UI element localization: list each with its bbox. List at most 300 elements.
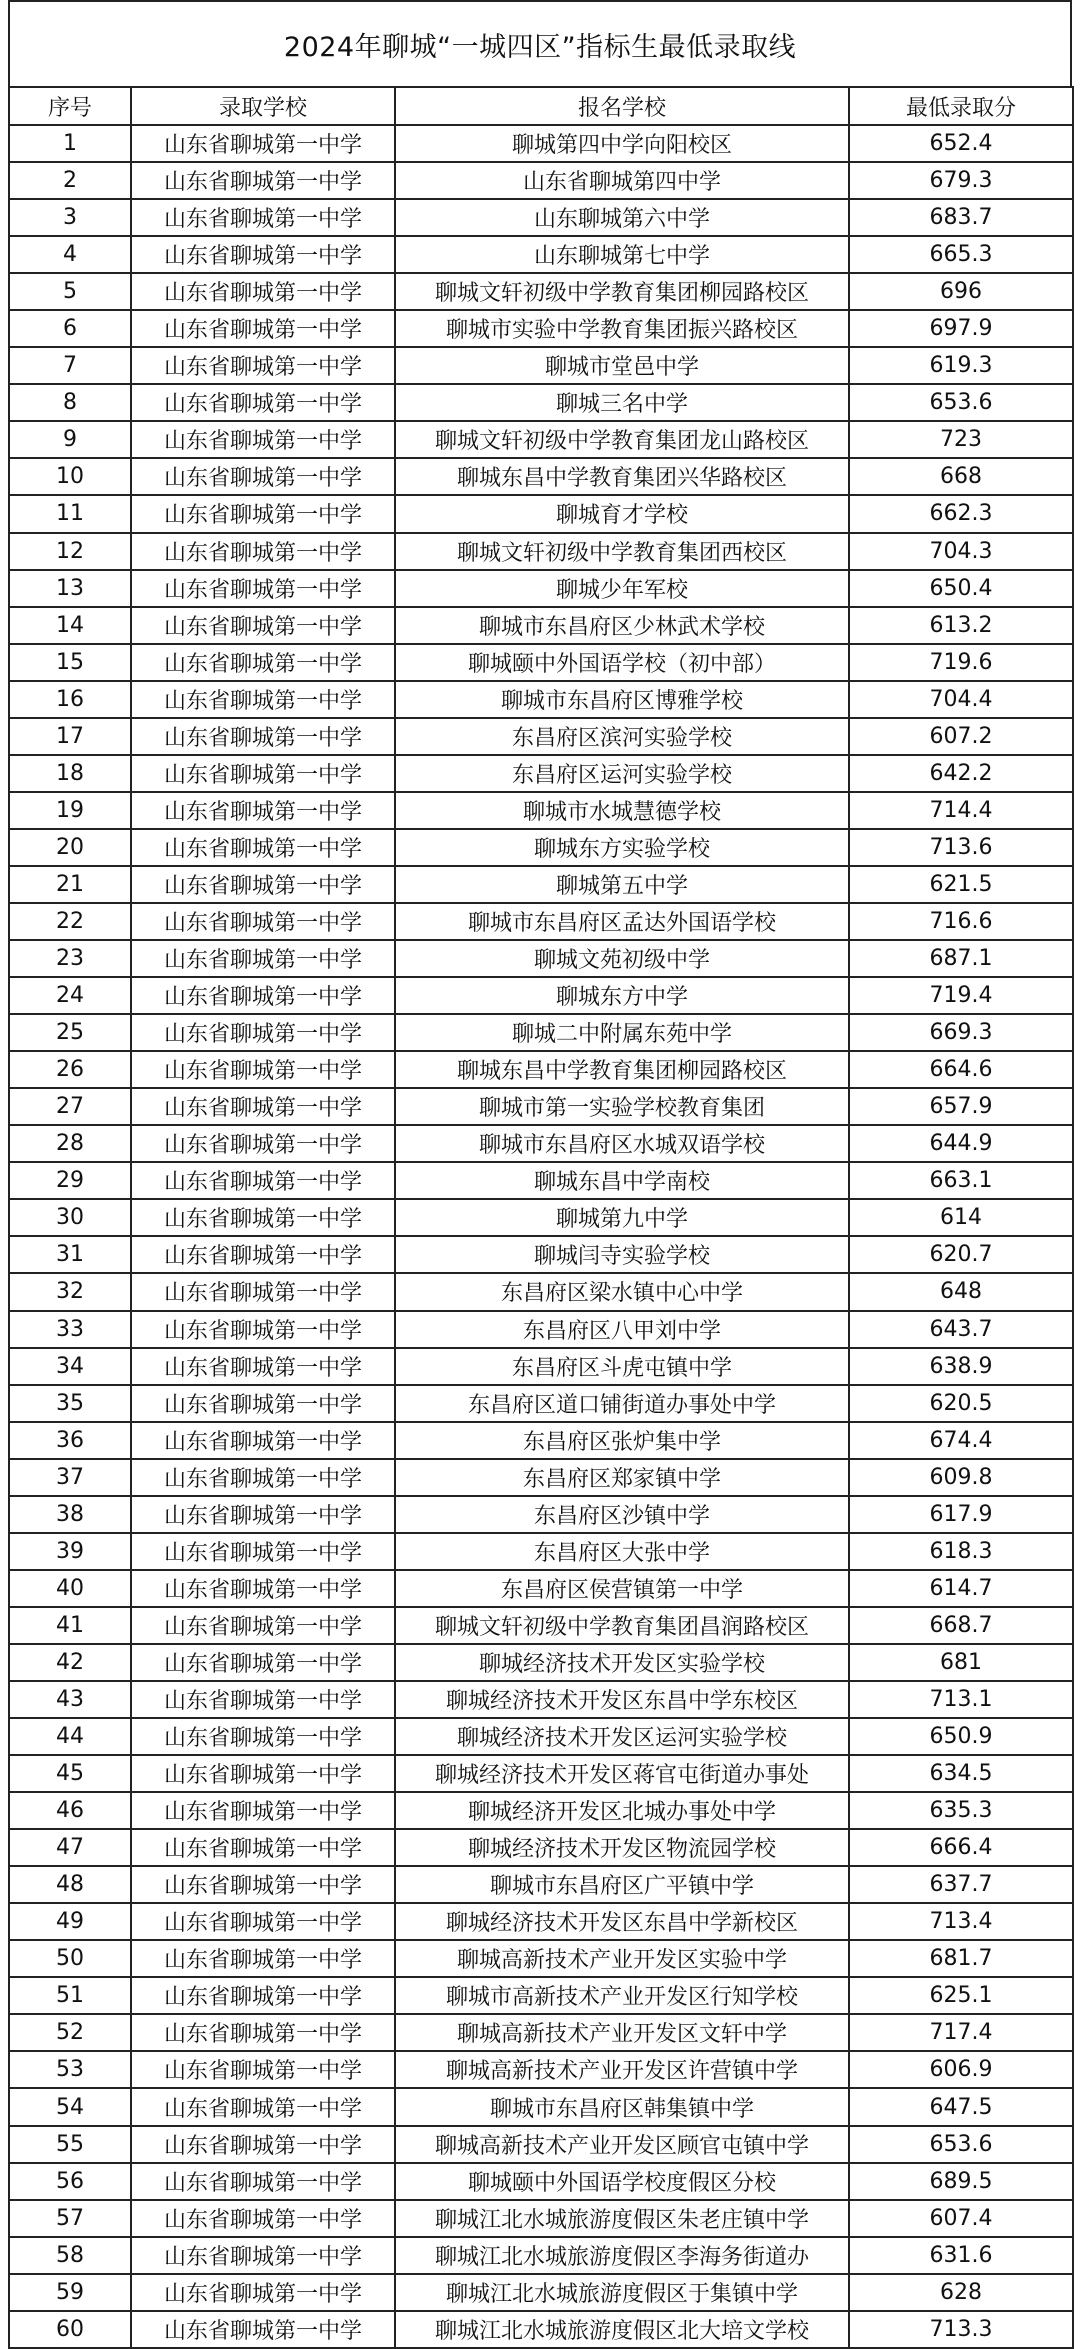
cell-admit-school: 山东省聊城第一中学 xyxy=(131,681,395,718)
cell-no: 19 xyxy=(9,792,131,829)
table-row xyxy=(9,1607,1073,1644)
cell-register-school: 聊城第五中学 xyxy=(395,866,849,903)
cell-register-school: 聊城经济技术开发区实验学校 xyxy=(395,1644,849,1681)
table-row xyxy=(9,1829,1073,1866)
table-row xyxy=(9,495,1073,532)
table-row xyxy=(9,1385,1073,1422)
cell-no: 29 xyxy=(9,1162,131,1199)
cell-admit-school: 山东省聊城第一中学 xyxy=(131,273,395,310)
cell-min-score: 717.4 xyxy=(849,2014,1073,2051)
cell-admit-school: 山东省聊城第一中学 xyxy=(131,570,395,607)
cell-min-score: 668.7 xyxy=(849,1607,1073,1644)
cell-min-score: 713.4 xyxy=(849,1903,1073,1940)
cell-min-score: 620.7 xyxy=(849,1236,1073,1273)
cell-register-school: 东昌府区郑家镇中学 xyxy=(395,1459,849,1496)
cell-admit-school: 山东省聊城第一中学 xyxy=(131,1496,395,1533)
table-row xyxy=(9,2051,1073,2088)
cell-register-school: 聊城市水城慧德学校 xyxy=(395,792,849,829)
cell-admit-school: 山东省聊城第一中学 xyxy=(131,2014,395,2051)
table-row xyxy=(9,1348,1073,1385)
cell-min-score: 704.4 xyxy=(849,681,1073,718)
cell-admit-school: 山东省聊城第一中学 xyxy=(131,310,395,347)
cell-no: 60 xyxy=(9,2311,131,2348)
cell-admit-school: 山东省聊城第一中学 xyxy=(131,1755,395,1792)
cell-no: 21 xyxy=(9,866,131,903)
cell-no: 1 xyxy=(9,125,131,162)
cell-admit-school: 山东省聊城第一中学 xyxy=(131,1792,395,1829)
cell-min-score: 687.1 xyxy=(849,940,1073,977)
cell-admit-school: 山东省聊城第一中学 xyxy=(131,2237,395,2274)
cell-no: 33 xyxy=(9,1311,131,1348)
cell-no: 22 xyxy=(9,903,131,940)
cell-no: 3 xyxy=(9,199,131,236)
cell-register-school: 聊城江北水城旅游度假区李海务街道办 xyxy=(395,2237,849,2274)
cell-register-school: 聊城高新技术产业开发区文轩中学 xyxy=(395,2014,849,2051)
cell-min-score: 647.5 xyxy=(849,2088,1073,2125)
cell-register-school: 聊城经济技术开发区运河实验学校 xyxy=(395,1718,849,1755)
cell-min-score: 668 xyxy=(849,458,1073,495)
cell-no: 11 xyxy=(9,495,131,532)
cell-min-score: 634.5 xyxy=(849,1755,1073,1792)
cell-min-score: 679.3 xyxy=(849,162,1073,199)
table-row xyxy=(9,1422,1073,1459)
header-row xyxy=(9,87,1073,125)
cell-min-score: 681.7 xyxy=(849,1940,1073,1977)
cell-no: 8 xyxy=(9,384,131,421)
table-body xyxy=(9,125,1073,2348)
header-no: 序号 xyxy=(9,87,131,125)
table-row xyxy=(9,384,1073,421)
cell-register-school: 聊城文轩初级中学教育集团龙山路校区 xyxy=(395,421,849,458)
cell-no: 58 xyxy=(9,2237,131,2274)
cell-no: 55 xyxy=(9,2126,131,2163)
cell-min-score: 662.3 xyxy=(849,495,1073,532)
cell-no: 50 xyxy=(9,1940,131,1977)
cell-register-school: 聊城江北水城旅游度假区北大培文学校 xyxy=(395,2311,849,2348)
cell-register-school: 聊城东昌中学南校 xyxy=(395,1162,849,1199)
cell-register-school: 聊城经济技术开发区物流园学校 xyxy=(395,1829,849,1866)
table-row xyxy=(9,347,1073,384)
cell-no: 53 xyxy=(9,2051,131,2088)
cell-admit-school: 山东省聊城第一中学 xyxy=(131,1311,395,1348)
table-row xyxy=(9,310,1073,347)
cell-no: 48 xyxy=(9,1866,131,1903)
cell-admit-school: 山东省聊城第一中学 xyxy=(131,977,395,1014)
cell-no: 49 xyxy=(9,1903,131,1940)
cell-register-school: 聊城高新技术产业开发区许营镇中学 xyxy=(395,2051,849,2088)
cell-register-school: 聊城市东昌府区韩集镇中学 xyxy=(395,2088,849,2125)
cell-admit-school: 山东省聊城第一中学 xyxy=(131,792,395,829)
cell-no: 15 xyxy=(9,644,131,681)
cell-no: 20 xyxy=(9,829,131,866)
cell-min-score: 719.4 xyxy=(849,977,1073,1014)
table-row xyxy=(9,1681,1073,1718)
cell-register-school: 聊城经济开发区北城办事处中学 xyxy=(395,1792,849,1829)
cell-admit-school: 山东省聊城第一中学 xyxy=(131,1570,395,1607)
cell-min-score: 609.8 xyxy=(849,1459,1073,1496)
table-row xyxy=(9,1940,1073,1977)
cell-min-score: 620.5 xyxy=(849,1385,1073,1422)
cell-no: 27 xyxy=(9,1088,131,1125)
cell-no: 25 xyxy=(9,1014,131,1051)
cell-no: 42 xyxy=(9,1644,131,1681)
table-row xyxy=(9,977,1073,1014)
cell-no: 13 xyxy=(9,570,131,607)
table-row xyxy=(9,755,1073,792)
table-row xyxy=(9,903,1073,940)
cell-admit-school: 山东省聊城第一中学 xyxy=(131,1903,395,1940)
cell-admit-school: 山东省聊城第一中学 xyxy=(131,1273,395,1310)
table-row xyxy=(9,162,1073,199)
cell-min-score: 621.5 xyxy=(849,866,1073,903)
cell-min-score: 643.7 xyxy=(849,1311,1073,1348)
cell-min-score: 697.9 xyxy=(849,310,1073,347)
table-row xyxy=(9,1755,1073,1792)
cell-admit-school: 山东省聊城第一中学 xyxy=(131,1236,395,1273)
cell-register-school: 聊城市东昌府区博雅学校 xyxy=(395,681,849,718)
cell-register-school: 聊城文轩初级中学教育集团昌润路校区 xyxy=(395,1607,849,1644)
cell-register-school: 东昌府区沙镇中学 xyxy=(395,1496,849,1533)
cell-register-school: 东昌府区侯营镇第一中学 xyxy=(395,1570,849,1607)
cell-min-score: 617.9 xyxy=(849,1496,1073,1533)
table-row xyxy=(9,681,1073,718)
table-row xyxy=(9,533,1073,570)
cell-no: 39 xyxy=(9,1533,131,1570)
cell-no: 24 xyxy=(9,977,131,1014)
table-row xyxy=(9,570,1073,607)
cell-no: 38 xyxy=(9,1496,131,1533)
cell-register-school: 聊城文轩初级中学教育集团西校区 xyxy=(395,533,849,570)
cell-no: 54 xyxy=(9,2088,131,2125)
cell-admit-school: 山东省聊城第一中学 xyxy=(131,2126,395,2163)
cell-no: 40 xyxy=(9,1570,131,1607)
cell-admit-school: 山东省聊城第一中学 xyxy=(131,495,395,532)
cell-min-score: 635.3 xyxy=(849,1792,1073,1829)
cell-min-score: 716.6 xyxy=(849,903,1073,940)
cell-no: 59 xyxy=(9,2274,131,2311)
cell-min-score: 704.3 xyxy=(849,533,1073,570)
cell-min-score: 614 xyxy=(849,1199,1073,1236)
cell-register-school: 聊城东昌中学教育集团兴华路校区 xyxy=(395,458,849,495)
cell-admit-school: 山东省聊城第一中学 xyxy=(131,1977,395,2014)
cell-register-school: 东昌府区大张中学 xyxy=(395,1533,849,1570)
cell-register-school: 聊城高新技术产业开发区实验中学 xyxy=(395,1940,849,1977)
cell-no: 35 xyxy=(9,1385,131,1422)
cell-min-score: 606.9 xyxy=(849,2051,1073,2088)
cell-admit-school: 山东省聊城第一中学 xyxy=(131,2163,395,2200)
cell-no: 36 xyxy=(9,1422,131,1459)
cell-register-school: 聊城颐中外国语学校度假区分校 xyxy=(395,2163,849,2200)
cell-min-score: 631.6 xyxy=(849,2237,1073,2274)
cell-no: 16 xyxy=(9,681,131,718)
cell-min-score: 653.6 xyxy=(849,384,1073,421)
score-table xyxy=(8,86,1074,2349)
cell-admit-school: 山东省聊城第一中学 xyxy=(131,829,395,866)
cell-no: 56 xyxy=(9,2163,131,2200)
table-row xyxy=(9,1236,1073,1273)
cell-register-school: 东昌府区张炉集中学 xyxy=(395,1422,849,1459)
table-row xyxy=(9,1533,1073,1570)
cell-register-school: 东昌府区梁水镇中心中学 xyxy=(395,1273,849,1310)
cell-register-school: 聊城第四中学向阳校区 xyxy=(395,125,849,162)
cell-register-school: 东昌府区斗虎屯镇中学 xyxy=(395,1348,849,1385)
cell-admit-school: 山东省聊城第一中学 xyxy=(131,421,395,458)
cell-admit-school: 山东省聊城第一中学 xyxy=(131,1088,395,1125)
cell-no: 52 xyxy=(9,2014,131,2051)
cell-no: 32 xyxy=(9,1273,131,1310)
cell-admit-school: 山东省聊城第一中学 xyxy=(131,903,395,940)
cell-register-school: 聊城少年军校 xyxy=(395,570,849,607)
cell-min-score: 607.4 xyxy=(849,2200,1073,2237)
table-row xyxy=(9,1644,1073,1681)
cell-min-score: 652.4 xyxy=(849,125,1073,162)
cell-register-school: 聊城市东昌府区水城双语学校 xyxy=(395,1125,849,1162)
table-row xyxy=(9,1977,1073,2014)
table-row xyxy=(9,1199,1073,1236)
cell-no: 7 xyxy=(9,347,131,384)
table-row xyxy=(9,1496,1073,1533)
cell-admit-school: 山东省聊城第一中学 xyxy=(131,236,395,273)
cell-register-school: 聊城文轩初级中学教育集团柳园路校区 xyxy=(395,273,849,310)
cell-min-score: 607.2 xyxy=(849,718,1073,755)
cell-min-score: 648 xyxy=(849,1273,1073,1310)
table-row xyxy=(9,421,1073,458)
table-row xyxy=(9,792,1073,829)
table-row xyxy=(9,1088,1073,1125)
cell-admit-school: 山东省聊城第一中学 xyxy=(131,2051,395,2088)
cell-admit-school: 山东省聊城第一中学 xyxy=(131,755,395,792)
cell-min-score: 713.3 xyxy=(849,2311,1073,2348)
cell-no: 44 xyxy=(9,1718,131,1755)
cell-register-school: 东昌府区运河实验学校 xyxy=(395,755,849,792)
table-row xyxy=(9,940,1073,977)
cell-register-school: 聊城市第一实验学校教育集团 xyxy=(395,1088,849,1125)
cell-no: 51 xyxy=(9,1977,131,2014)
cell-no: 28 xyxy=(9,1125,131,1162)
cell-admit-school: 山东省聊城第一中学 xyxy=(131,1125,395,1162)
cell-no: 2 xyxy=(9,162,131,199)
cell-register-school: 聊城江北水城旅游度假区朱老庄镇中学 xyxy=(395,2200,849,2237)
cell-register-school: 聊城三名中学 xyxy=(395,384,849,421)
cell-no: 31 xyxy=(9,1236,131,1273)
cell-admit-school: 山东省聊城第一中学 xyxy=(131,866,395,903)
table-row xyxy=(9,1051,1073,1088)
cell-no: 5 xyxy=(9,273,131,310)
cell-register-school: 聊城市东昌府区广平镇中学 xyxy=(395,1866,849,1903)
cell-register-school: 聊城市东昌府区孟达外国语学校 xyxy=(395,903,849,940)
table-row xyxy=(9,273,1073,310)
header-admit-school: 录取学校 xyxy=(131,87,395,125)
cell-min-score: 628 xyxy=(849,2274,1073,2311)
cell-register-school: 聊城市东昌府区少林武术学校 xyxy=(395,607,849,644)
table-row xyxy=(9,2237,1073,2274)
cell-admit-school: 山东省聊城第一中学 xyxy=(131,1459,395,1496)
table-row xyxy=(9,458,1073,495)
score-sheet xyxy=(8,0,1072,2349)
cell-admit-school: 山东省聊城第一中学 xyxy=(131,1199,395,1236)
cell-register-school: 聊城东方中学 xyxy=(395,977,849,1014)
cell-admit-school: 山东省聊城第一中学 xyxy=(131,162,395,199)
table-row xyxy=(9,1125,1073,1162)
cell-register-school: 东昌府区八甲刘中学 xyxy=(395,1311,849,1348)
cell-min-score: 689.5 xyxy=(849,2163,1073,2200)
sheet-title: 2024年聊城“一城四区”指标生最低录取线 xyxy=(8,0,1072,86)
table-row xyxy=(9,1311,1073,1348)
table-row xyxy=(9,607,1073,644)
cell-admit-school: 山东省聊城第一中学 xyxy=(131,1348,395,1385)
cell-min-score: 657.9 xyxy=(849,1088,1073,1125)
cell-admit-school: 山东省聊城第一中学 xyxy=(131,347,395,384)
table-row xyxy=(9,1866,1073,1903)
cell-min-score: 638.9 xyxy=(849,1348,1073,1385)
cell-admit-school: 山东省聊城第一中学 xyxy=(131,1718,395,1755)
cell-admit-school: 山东省聊城第一中学 xyxy=(131,2311,395,2348)
cell-min-score: 650.9 xyxy=(849,1718,1073,1755)
table-row xyxy=(9,2163,1073,2200)
cell-min-score: 618.3 xyxy=(849,1533,1073,1570)
cell-register-school: 聊城文苑初级中学 xyxy=(395,940,849,977)
cell-min-score: 650.4 xyxy=(849,570,1073,607)
cell-register-school: 山东省聊城第四中学 xyxy=(395,162,849,199)
cell-min-score: 619.3 xyxy=(849,347,1073,384)
cell-min-score: 613.2 xyxy=(849,607,1073,644)
cell-register-school: 东昌府区滨河实验学校 xyxy=(395,718,849,755)
cell-admit-school: 山东省聊城第一中学 xyxy=(131,458,395,495)
cell-register-school: 聊城市高新技术产业开发区行知学校 xyxy=(395,1977,849,2014)
cell-register-school: 聊城东方实验学校 xyxy=(395,829,849,866)
cell-admit-school: 山东省聊城第一中学 xyxy=(131,718,395,755)
cell-admit-school: 山东省聊城第一中学 xyxy=(131,1385,395,1422)
cell-min-score: 723 xyxy=(849,421,1073,458)
cell-no: 14 xyxy=(9,607,131,644)
cell-min-score: 665.3 xyxy=(849,236,1073,273)
cell-min-score: 653.6 xyxy=(849,2126,1073,2163)
cell-admit-school: 山东省聊城第一中学 xyxy=(131,1607,395,1644)
cell-no: 18 xyxy=(9,755,131,792)
cell-admit-school: 山东省聊城第一中学 xyxy=(131,1422,395,1459)
cell-no: 34 xyxy=(9,1348,131,1385)
cell-min-score: 664.6 xyxy=(849,1051,1073,1088)
table-row xyxy=(9,2311,1073,2348)
cell-no: 10 xyxy=(9,458,131,495)
cell-no: 12 xyxy=(9,533,131,570)
cell-min-score: 625.1 xyxy=(849,1977,1073,2014)
cell-min-score: 674.4 xyxy=(849,1422,1073,1459)
table-row xyxy=(9,1014,1073,1051)
header-min-score: 最低录取分 xyxy=(849,87,1073,125)
cell-admit-school: 山东省聊城第一中学 xyxy=(131,940,395,977)
table-row xyxy=(9,866,1073,903)
cell-admit-school: 山东省聊城第一中学 xyxy=(131,1681,395,1718)
table-row xyxy=(9,199,1073,236)
cell-admit-school: 山东省聊城第一中学 xyxy=(131,607,395,644)
table-row xyxy=(9,2088,1073,2125)
cell-admit-school: 山东省聊城第一中学 xyxy=(131,125,395,162)
cell-no: 26 xyxy=(9,1051,131,1088)
cell-register-school: 聊城高新技术产业开发区顾官屯镇中学 xyxy=(395,2126,849,2163)
cell-admit-school: 山东省聊城第一中学 xyxy=(131,1866,395,1903)
table-row xyxy=(9,2014,1073,2051)
cell-register-school: 聊城市实验中学教育集团振兴路校区 xyxy=(395,310,849,347)
table-row xyxy=(9,718,1073,755)
cell-min-score: 644.9 xyxy=(849,1125,1073,1162)
cell-admit-school: 山东省聊城第一中学 xyxy=(131,2088,395,2125)
cell-no: 43 xyxy=(9,1681,131,1718)
cell-register-school: 聊城颐中外国语学校（初中部） xyxy=(395,644,849,681)
cell-register-school: 聊城东昌中学教育集团柳园路校区 xyxy=(395,1051,849,1088)
cell-register-school: 聊城闫寺实验学校 xyxy=(395,1236,849,1273)
cell-admit-school: 山东省聊城第一中学 xyxy=(131,644,395,681)
cell-min-score: 683.7 xyxy=(849,199,1073,236)
table-row xyxy=(9,1570,1073,1607)
cell-admit-school: 山东省聊城第一中学 xyxy=(131,1162,395,1199)
table-row xyxy=(9,2126,1073,2163)
cell-admit-school: 山东省聊城第一中学 xyxy=(131,1051,395,1088)
cell-min-score: 713.6 xyxy=(849,829,1073,866)
table-row xyxy=(9,1459,1073,1496)
cell-no: 30 xyxy=(9,1199,131,1236)
cell-no: 17 xyxy=(9,718,131,755)
cell-register-school: 山东聊城第六中学 xyxy=(395,199,849,236)
table-row xyxy=(9,1792,1073,1829)
table-row xyxy=(9,236,1073,273)
cell-no: 23 xyxy=(9,940,131,977)
cell-register-school: 聊城育才学校 xyxy=(395,495,849,532)
cell-register-school: 聊城第九中学 xyxy=(395,1199,849,1236)
cell-admit-school: 山东省聊城第一中学 xyxy=(131,2200,395,2237)
table-row xyxy=(9,125,1073,162)
table-row xyxy=(9,644,1073,681)
cell-min-score: 663.1 xyxy=(849,1162,1073,1199)
cell-no: 9 xyxy=(9,421,131,458)
cell-register-school: 东昌府区道口铺街道办事处中学 xyxy=(395,1385,849,1422)
cell-no: 46 xyxy=(9,1792,131,1829)
cell-min-score: 696 xyxy=(849,273,1073,310)
table-row xyxy=(9,1903,1073,1940)
cell-min-score: 714.4 xyxy=(849,792,1073,829)
cell-no: 4 xyxy=(9,236,131,273)
cell-min-score: 681 xyxy=(849,1644,1073,1681)
cell-min-score: 637.7 xyxy=(849,1866,1073,1903)
table-row xyxy=(9,829,1073,866)
cell-admit-school: 山东省聊城第一中学 xyxy=(131,1940,395,1977)
cell-min-score: 713.1 xyxy=(849,1681,1073,1718)
cell-admit-school: 山东省聊城第一中学 xyxy=(131,1014,395,1051)
cell-no: 41 xyxy=(9,1607,131,1644)
table-row xyxy=(9,1162,1073,1199)
cell-register-school: 聊城二中附属东苑中学 xyxy=(395,1014,849,1051)
cell-register-school: 聊城经济技术开发区蒋官屯街道办事处 xyxy=(395,1755,849,1792)
table-row xyxy=(9,1718,1073,1755)
cell-admit-school: 山东省聊城第一中学 xyxy=(131,1644,395,1681)
cell-admit-school: 山东省聊城第一中学 xyxy=(131,1533,395,1570)
table-row xyxy=(9,2274,1073,2311)
cell-admit-school: 山东省聊城第一中学 xyxy=(131,199,395,236)
cell-no: 45 xyxy=(9,1755,131,1792)
cell-register-school: 山东聊城第七中学 xyxy=(395,236,849,273)
header-register-school: 报名学校 xyxy=(395,87,849,125)
cell-min-score: 614.7 xyxy=(849,1570,1073,1607)
cell-admit-school: 山东省聊城第一中学 xyxy=(131,533,395,570)
cell-min-score: 669.3 xyxy=(849,1014,1073,1051)
cell-no: 37 xyxy=(9,1459,131,1496)
cell-register-school: 聊城江北水城旅游度假区于集镇中学 xyxy=(395,2274,849,2311)
cell-no: 57 xyxy=(9,2200,131,2237)
cell-register-school: 聊城经济技术开发区东昌中学东校区 xyxy=(395,1681,849,1718)
cell-register-school: 聊城市堂邑中学 xyxy=(395,347,849,384)
cell-admit-school: 山东省聊城第一中学 xyxy=(131,1829,395,1866)
cell-admit-school: 山东省聊城第一中学 xyxy=(131,2274,395,2311)
